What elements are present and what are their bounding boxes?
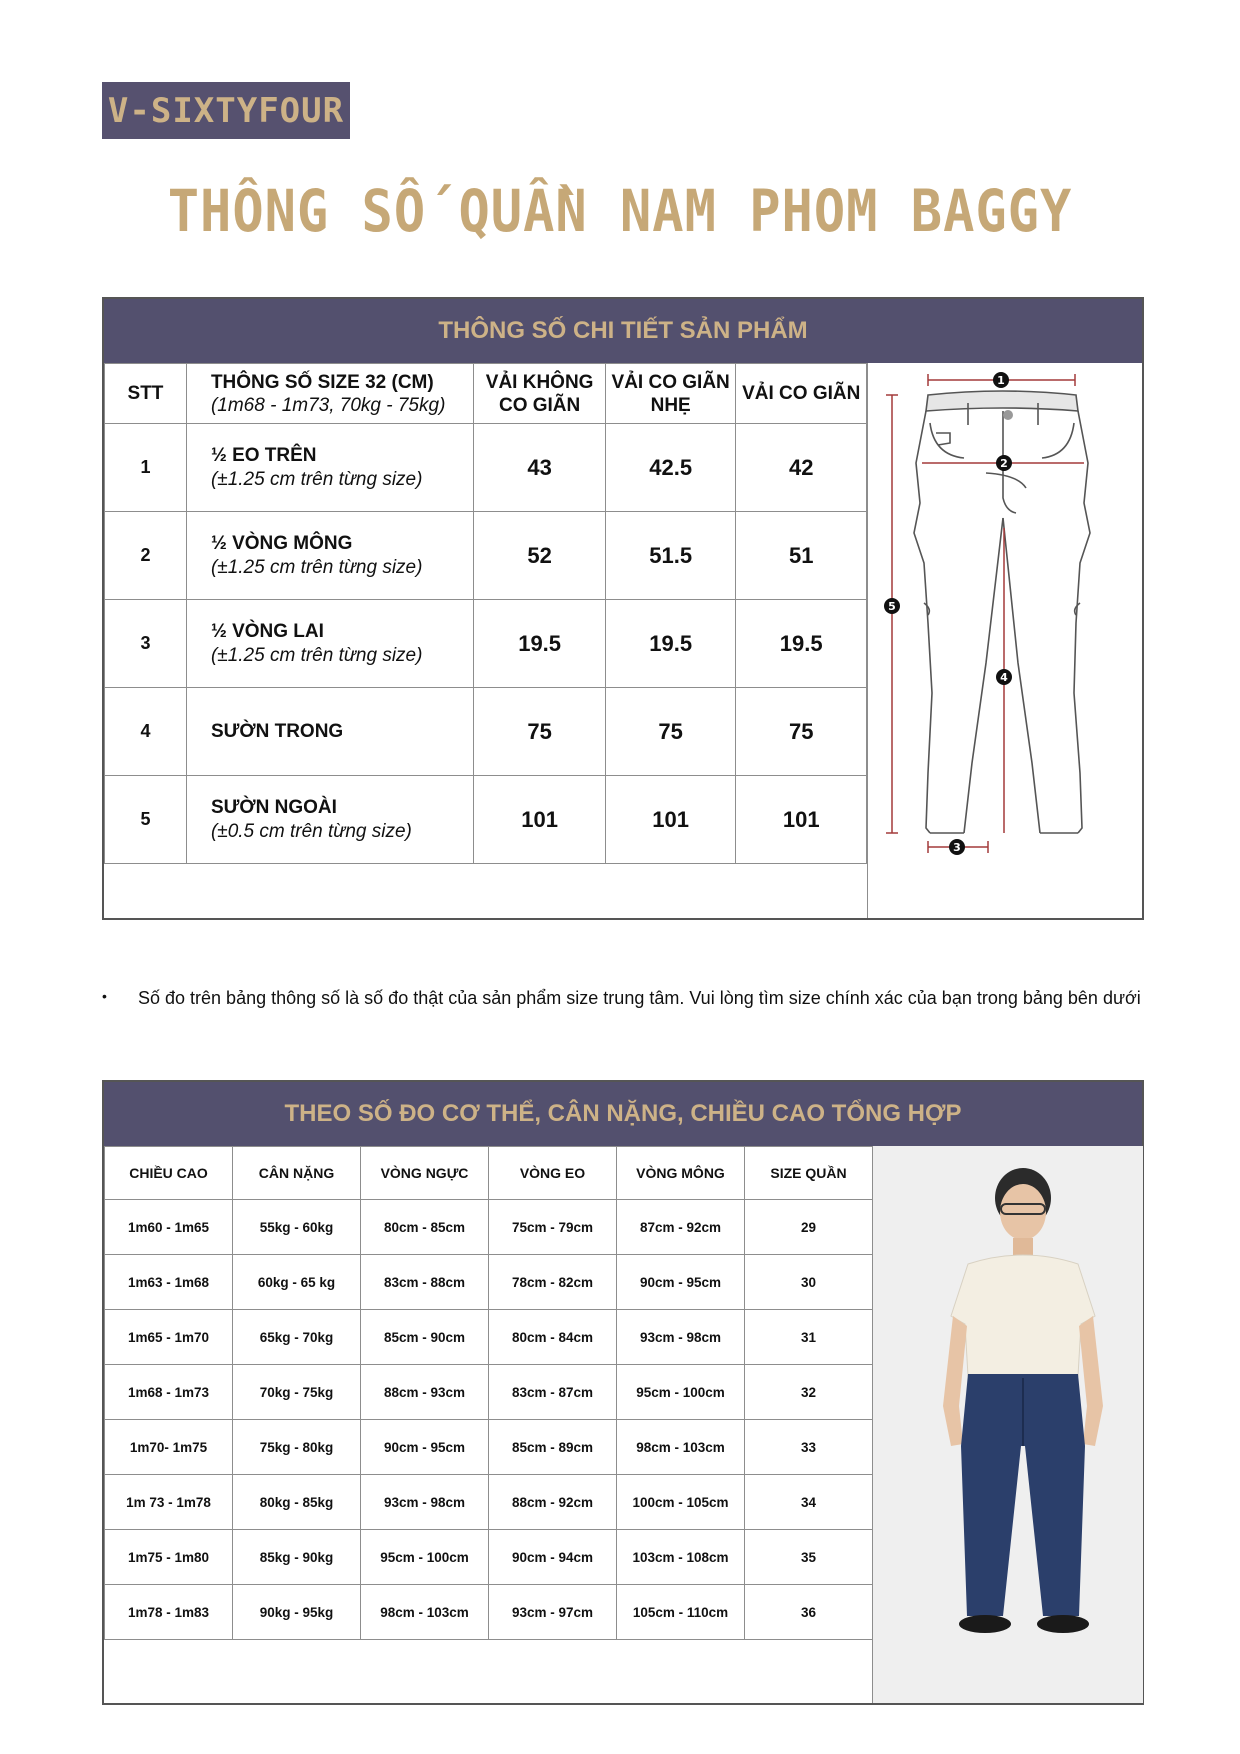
size-cell: 85cm - 90cm — [361, 1310, 489, 1365]
size-cell: 98cm - 103cm — [617, 1420, 745, 1475]
size-cell: 95cm - 100cm — [361, 1530, 489, 1585]
size-cell: 1m60 - 1m65 — [105, 1200, 233, 1255]
marker-1-label: 1 — [997, 374, 1005, 387]
spec-value-no-stretch: 52 — [474, 512, 606, 600]
size-cell: 88cm - 93cm — [361, 1365, 489, 1420]
size-row — [105, 1310, 873, 1365]
spec-stt: 2 — [105, 512, 187, 600]
size-cell: 32 — [745, 1365, 873, 1420]
size-cell: 93cm - 97cm — [489, 1585, 617, 1640]
page-title: THÔNG SỐ QUẦN NAM PHOM BAGGY — [167, 178, 1073, 246]
size-cell: 60kg - 65 kg — [233, 1255, 361, 1310]
spec-value-light-stretch: 42.5 — [605, 424, 736, 512]
spec-tolerance: (±0.5 cm trên từng size) — [210, 820, 412, 842]
spec-value-no-stretch: 75 — [474, 688, 606, 776]
size-cell: 85kg - 90kg — [233, 1530, 361, 1585]
spec-row — [105, 688, 867, 776]
size-grid — [104, 1146, 873, 1640]
spec-name-cell — [186, 688, 473, 776]
size-row — [105, 1255, 873, 1310]
model-photo — [872, 1146, 1143, 1703]
size-column-header: SIZE QUẦN — [745, 1147, 873, 1200]
marker-3-label: 3 — [953, 841, 961, 854]
size-cell: 36 — [745, 1585, 873, 1640]
pants-diagram — [867, 363, 1143, 918]
size-cell: 29 — [745, 1200, 873, 1255]
spec-tolerance: (±1.25 cm trên từng size) — [210, 556, 423, 578]
spec-value-light-stretch: 51.5 — [605, 512, 736, 600]
size-cell: 1m78 - 1m83 — [105, 1585, 233, 1640]
spec-value-light-stretch: 101 — [605, 776, 736, 864]
col-light-stretch: VẢI CO GIÃN NHẸ — [605, 364, 736, 424]
spec-name: SƯỜN NGOÀI — [210, 796, 337, 818]
size-cell: 1m 73 - 1m78 — [105, 1475, 233, 1530]
pants-illustration — [868, 363, 1143, 918]
size-cell: 95cm - 100cm — [617, 1365, 745, 1420]
size-cell: 78cm - 82cm — [489, 1255, 617, 1310]
col-stretch: VẢI CO GIÃN — [736, 364, 867, 424]
size-row — [105, 1420, 873, 1475]
col-no-stretch: VẢI KHÔNG CO GIÃN — [474, 364, 606, 424]
col-stt: STT — [105, 364, 187, 424]
spec-value-stretch: 51 — [736, 512, 867, 600]
col-spec-subtitle: (1m68 - 1m73, 70kg - 75kg) — [210, 394, 446, 416]
brand-logo: V-SIXTYFOUR — [102, 82, 350, 139]
spec-name: SƯỜN TRONG — [210, 720, 344, 742]
size-table — [102, 1080, 1144, 1705]
spec-stt: 1 — [105, 424, 187, 512]
size-column-header: VÒNG NGỰC — [361, 1147, 489, 1200]
size-table-header: THEO SỐ ĐO CƠ THỂ, CÂN NẶNG, CHIỀU CAO TỔNG HỢP — [104, 1082, 1142, 1146]
spec-stt: 3 — [105, 600, 187, 688]
size-cell: 80cm - 85cm — [361, 1200, 489, 1255]
size-cell: 30 — [745, 1255, 873, 1310]
size-cell: 105cm - 110cm — [617, 1585, 745, 1640]
size-cell: 80kg - 85kg — [233, 1475, 361, 1530]
size-cell: 93cm - 98cm — [617, 1310, 745, 1365]
size-column-header: VÒNG EO — [489, 1147, 617, 1200]
spec-grid — [104, 363, 867, 864]
spec-value-light-stretch: 19.5 — [605, 600, 736, 688]
size-cell: 70kg - 75kg — [233, 1365, 361, 1420]
size-cell: 83cm - 87cm — [489, 1365, 617, 1420]
size-cell: 103cm - 108cm — [617, 1530, 745, 1585]
size-cell: 93cm - 98cm — [361, 1475, 489, 1530]
size-cell: 90cm - 94cm — [489, 1530, 617, 1585]
spec-value-stretch: 42 — [736, 424, 867, 512]
spec-name: ½ EO TRÊN — [210, 444, 317, 466]
size-column-header: CHIỀU CAO — [105, 1147, 233, 1200]
spec-value-stretch: 19.5 — [736, 600, 867, 688]
marker-2-label: 2 — [1000, 457, 1008, 470]
spec-row — [105, 600, 867, 688]
size-cell: 90kg - 95kg — [233, 1585, 361, 1640]
size-cell: 33 — [745, 1420, 873, 1475]
size-cell: 90cm - 95cm — [617, 1255, 745, 1310]
size-cell: 75kg - 80kg — [233, 1420, 361, 1475]
marker-5-label: 5 — [888, 600, 896, 613]
spec-name-cell — [186, 424, 473, 512]
spec-value-no-stretch: 19.5 — [474, 600, 606, 688]
size-cell: 55kg - 60kg — [233, 1200, 361, 1255]
spec-tolerance: (±1.25 cm trên từng size) — [210, 468, 423, 490]
size-row — [105, 1530, 873, 1585]
size-cell: 80cm - 84cm — [489, 1310, 617, 1365]
spec-name-cell — [186, 600, 473, 688]
spec-row — [105, 776, 867, 864]
size-row — [105, 1200, 873, 1255]
model-illustration — [873, 1146, 1143, 1703]
spec-row — [105, 424, 867, 512]
spec-stt: 5 — [105, 776, 187, 864]
size-row — [105, 1475, 873, 1530]
spec-value-no-stretch: 101 — [474, 776, 606, 864]
marker-4-label: 4 — [1000, 671, 1008, 684]
size-cell: 1m75 - 1m80 — [105, 1530, 233, 1585]
size-cell: 34 — [745, 1475, 873, 1530]
product-spec-table — [102, 297, 1144, 920]
size-cell: 1m65 - 1m70 — [105, 1310, 233, 1365]
spec-name: ½ VÒNG MÔNG — [210, 532, 353, 554]
size-cell: 75cm - 79cm — [489, 1200, 617, 1255]
size-cell: 83cm - 88cm — [361, 1255, 489, 1310]
spec-value-stretch: 75 — [736, 688, 867, 776]
size-cell: 65kg - 70kg — [233, 1310, 361, 1365]
spec-name-cell — [186, 776, 473, 864]
size-cell: 35 — [745, 1530, 873, 1585]
size-cell: 1m68 - 1m73 — [105, 1365, 233, 1420]
size-cell: 31 — [745, 1310, 873, 1365]
size-cell: 98cm - 103cm — [361, 1585, 489, 1640]
size-column-header: VÒNG MÔNG — [617, 1147, 745, 1200]
size-cell: 100cm - 105cm — [617, 1475, 745, 1530]
spec-value-stretch: 101 — [736, 776, 867, 864]
size-column-header: CÂN NẶNG — [233, 1147, 361, 1200]
size-cell: 88cm - 92cm — [489, 1475, 617, 1530]
spec-header-row — [105, 364, 867, 424]
size-cell: 90cm - 95cm — [361, 1420, 489, 1475]
size-cell: 1m63 - 1m68 — [105, 1255, 233, 1310]
spec-name: ½ VÒNG LAI — [210, 620, 324, 642]
col-spec-title: THÔNG SỐ SIZE 32 (CM) — [210, 371, 434, 393]
note-text: Số đo trên bảng thông số là số đo thật của sản phẩm size trung tâm. Vui lòng tìm size chính xác của bạn trong bảng bên dưới — [138, 988, 1141, 1008]
size-cell: 85cm - 89cm — [489, 1420, 617, 1475]
size-header-row — [105, 1147, 873, 1200]
size-row — [105, 1365, 873, 1420]
spec-value-light-stretch: 75 — [605, 688, 736, 776]
product-spec-header: THÔNG SỐ CHI TIẾT SẢN PHẨM — [104, 299, 1142, 363]
spec-name-cell — [186, 512, 473, 600]
size-cell: 1m70- 1m75 — [105, 1420, 233, 1475]
spec-stt: 4 — [105, 688, 187, 776]
size-row — [105, 1585, 873, 1640]
bullet-icon: • — [102, 988, 107, 1004]
size-cell: 87cm - 92cm — [617, 1200, 745, 1255]
spec-tolerance: (±1.25 cm trên từng size) — [210, 644, 423, 666]
spec-value-no-stretch: 43 — [474, 424, 606, 512]
spec-row — [105, 512, 867, 600]
col-spec — [186, 364, 473, 424]
